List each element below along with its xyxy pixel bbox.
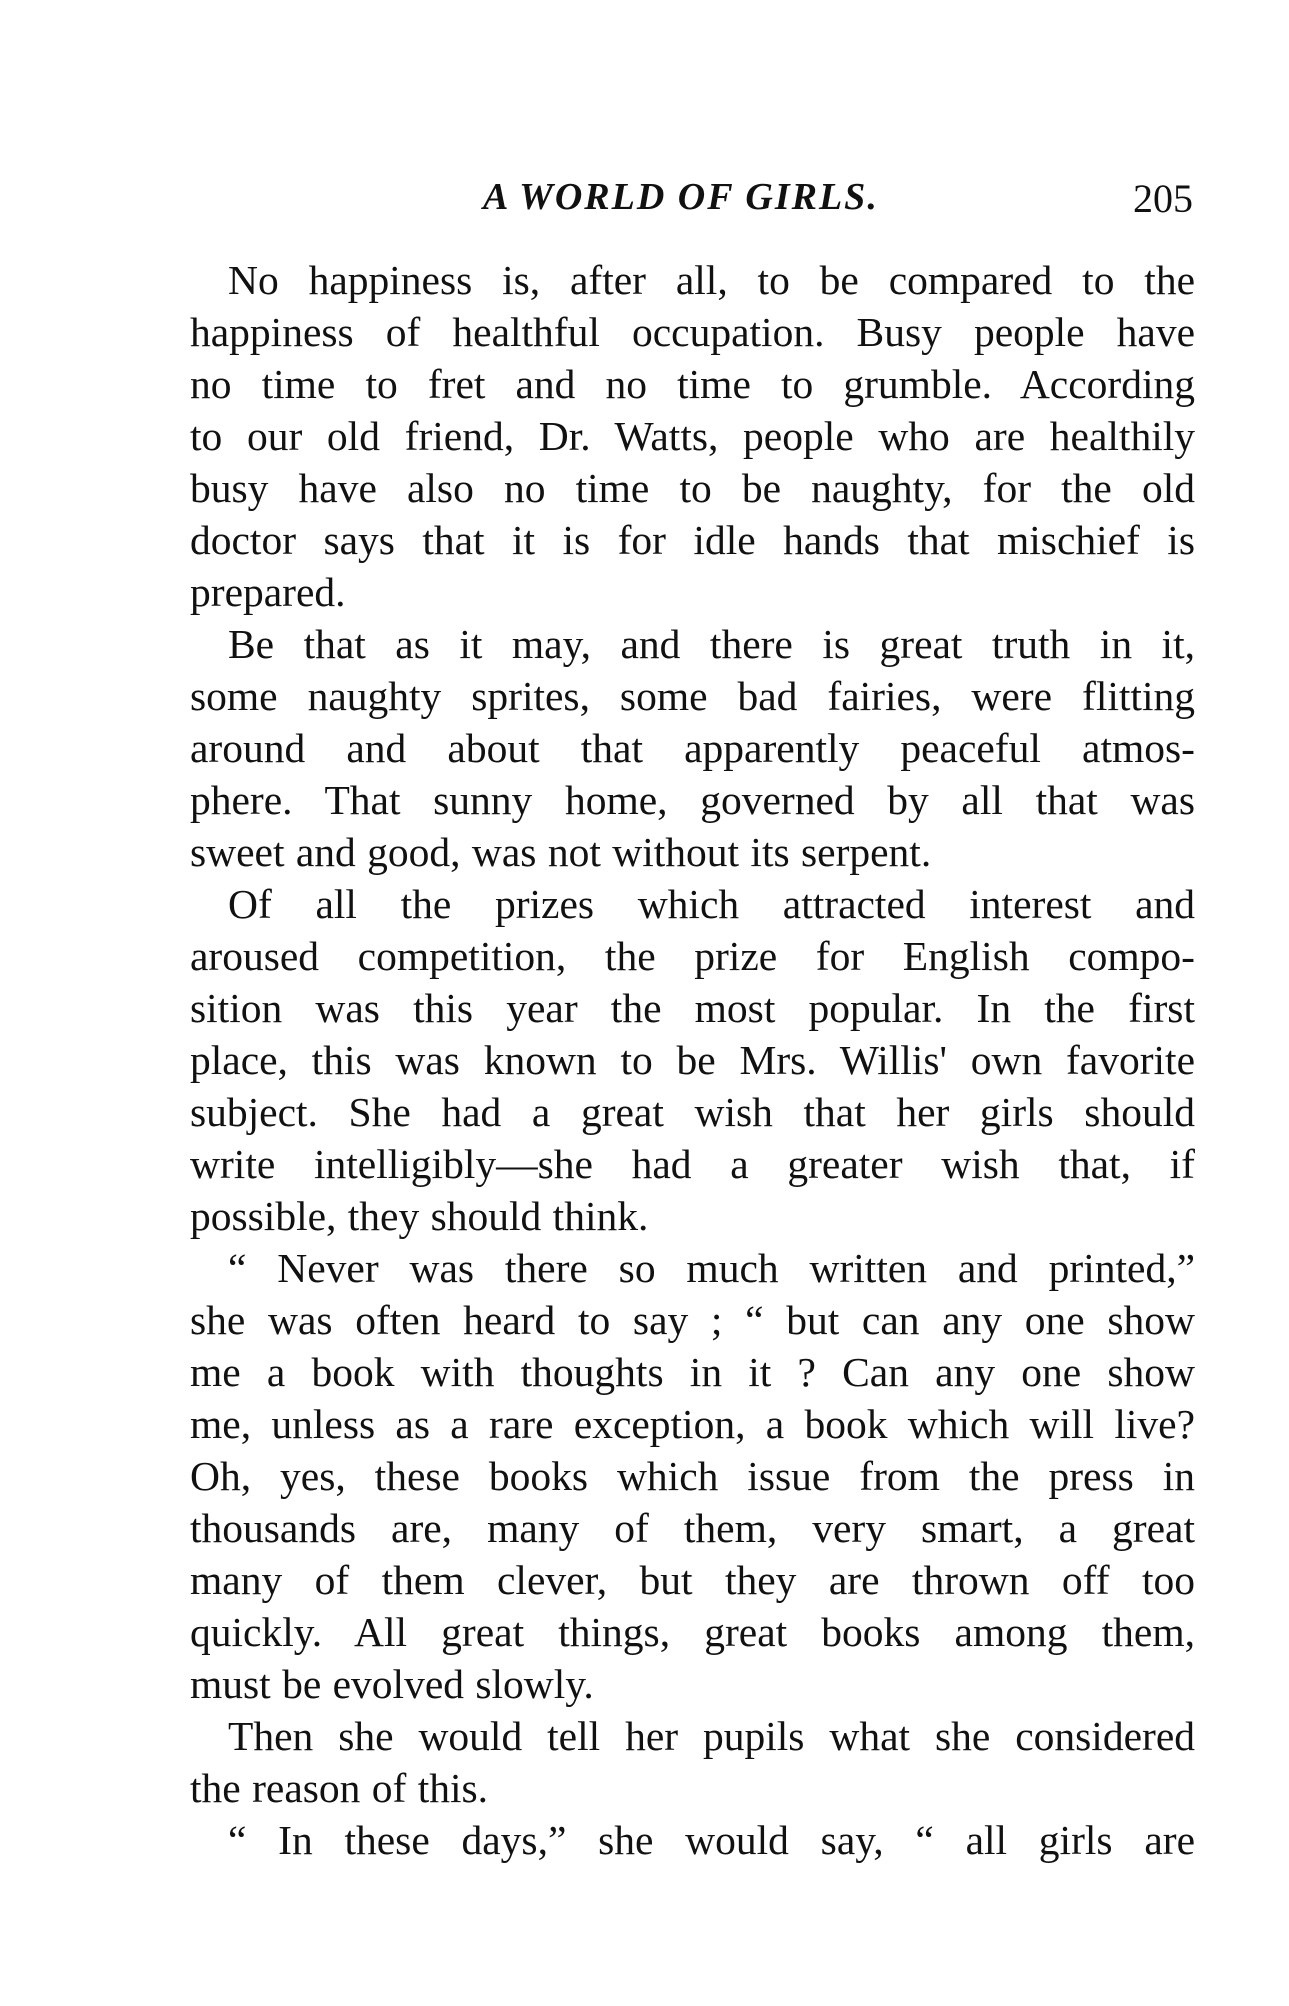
text-line: thousands are, many of them, very smart, a great <box>190 1505 1195 1551</box>
paragraph-2 <box>190 618 1195 878</box>
paragraph-3 <box>190 878 1195 1242</box>
text-line: prepared. <box>190 569 346 615</box>
paragraph-1 <box>190 254 1195 618</box>
text-line: no time to fret and no time to grumble. According <box>190 361 1195 407</box>
text-line: she was often heard to say ; “ but can any one show <box>190 1297 1195 1343</box>
paragraph-4 <box>190 1242 1195 1710</box>
text-line: many of them clever, but they are thrown off too <box>190 1557 1195 1603</box>
running-head <box>190 175 1205 225</box>
paragraph-5 <box>190 1710 1195 1814</box>
text-line: write intelligibly—she had a greater wish that, if <box>190 1141 1195 1187</box>
text-line: quickly. All great things, great books among them, <box>190 1609 1195 1655</box>
text-line: phere. That sunny home, governed by all that was <box>190 777 1195 823</box>
text-line: sweet and good, was not without its serpent. <box>190 829 932 875</box>
text-line: Of all the prizes which attracted interest and <box>228 881 1195 927</box>
text-line: some naughty sprites, some bad fairies, were flitting <box>190 673 1195 719</box>
text-line: Oh, yes, these books which issue from the press in <box>190 1453 1195 1499</box>
running-head-title: A WORLD OF GIRLS. <box>483 176 879 218</box>
text-line: me, unless as a rare exception, a book which will live? <box>190 1401 1195 1447</box>
text-line: busy have also no time to be naughty, for the old <box>190 465 1195 511</box>
text-line: the reason of this. <box>190 1765 489 1811</box>
paragraph-6 <box>190 1814 1195 1866</box>
text-line: happiness of healthful occupation. Busy people have <box>190 309 1195 355</box>
text-line: to our old friend, Dr. Watts, people who are healthily <box>190 413 1195 459</box>
text-line: Then she would tell her pupils what she considered <box>228 1713 1195 1759</box>
text-line: around and about that apparently peaceful atmos- <box>190 725 1195 771</box>
text-line: me a book with thoughts in it ? Can any one show <box>190 1349 1195 1395</box>
text-line: “ In these days,” she would say, “ all girls are <box>228 1817 1195 1863</box>
text-line: place, this was known to be Mrs. Willis' own favorite <box>190 1037 1195 1083</box>
text-line: subject. She had a great wish that her girls should <box>190 1089 1195 1135</box>
text-line: “ Never was there so much written and printed,” <box>228 1245 1195 1291</box>
text-line: No happiness is, after all, to be compared to the <box>228 257 1195 303</box>
text-line: sition was this year the most popular. In the first <box>190 985 1195 1031</box>
text-line: doctor says that it is for idle hands that mischief is <box>190 517 1195 563</box>
text-line: aroused competition, the prize for English compo- <box>190 933 1195 979</box>
body-text <box>190 254 1195 1866</box>
page-number: 205 <box>1133 176 1193 221</box>
text-line: must be evolved slowly. <box>190 1661 594 1707</box>
text-line: possible, they should think. <box>190 1193 649 1239</box>
text-line: Be that as it may, and there is great truth in it, <box>228 621 1195 667</box>
